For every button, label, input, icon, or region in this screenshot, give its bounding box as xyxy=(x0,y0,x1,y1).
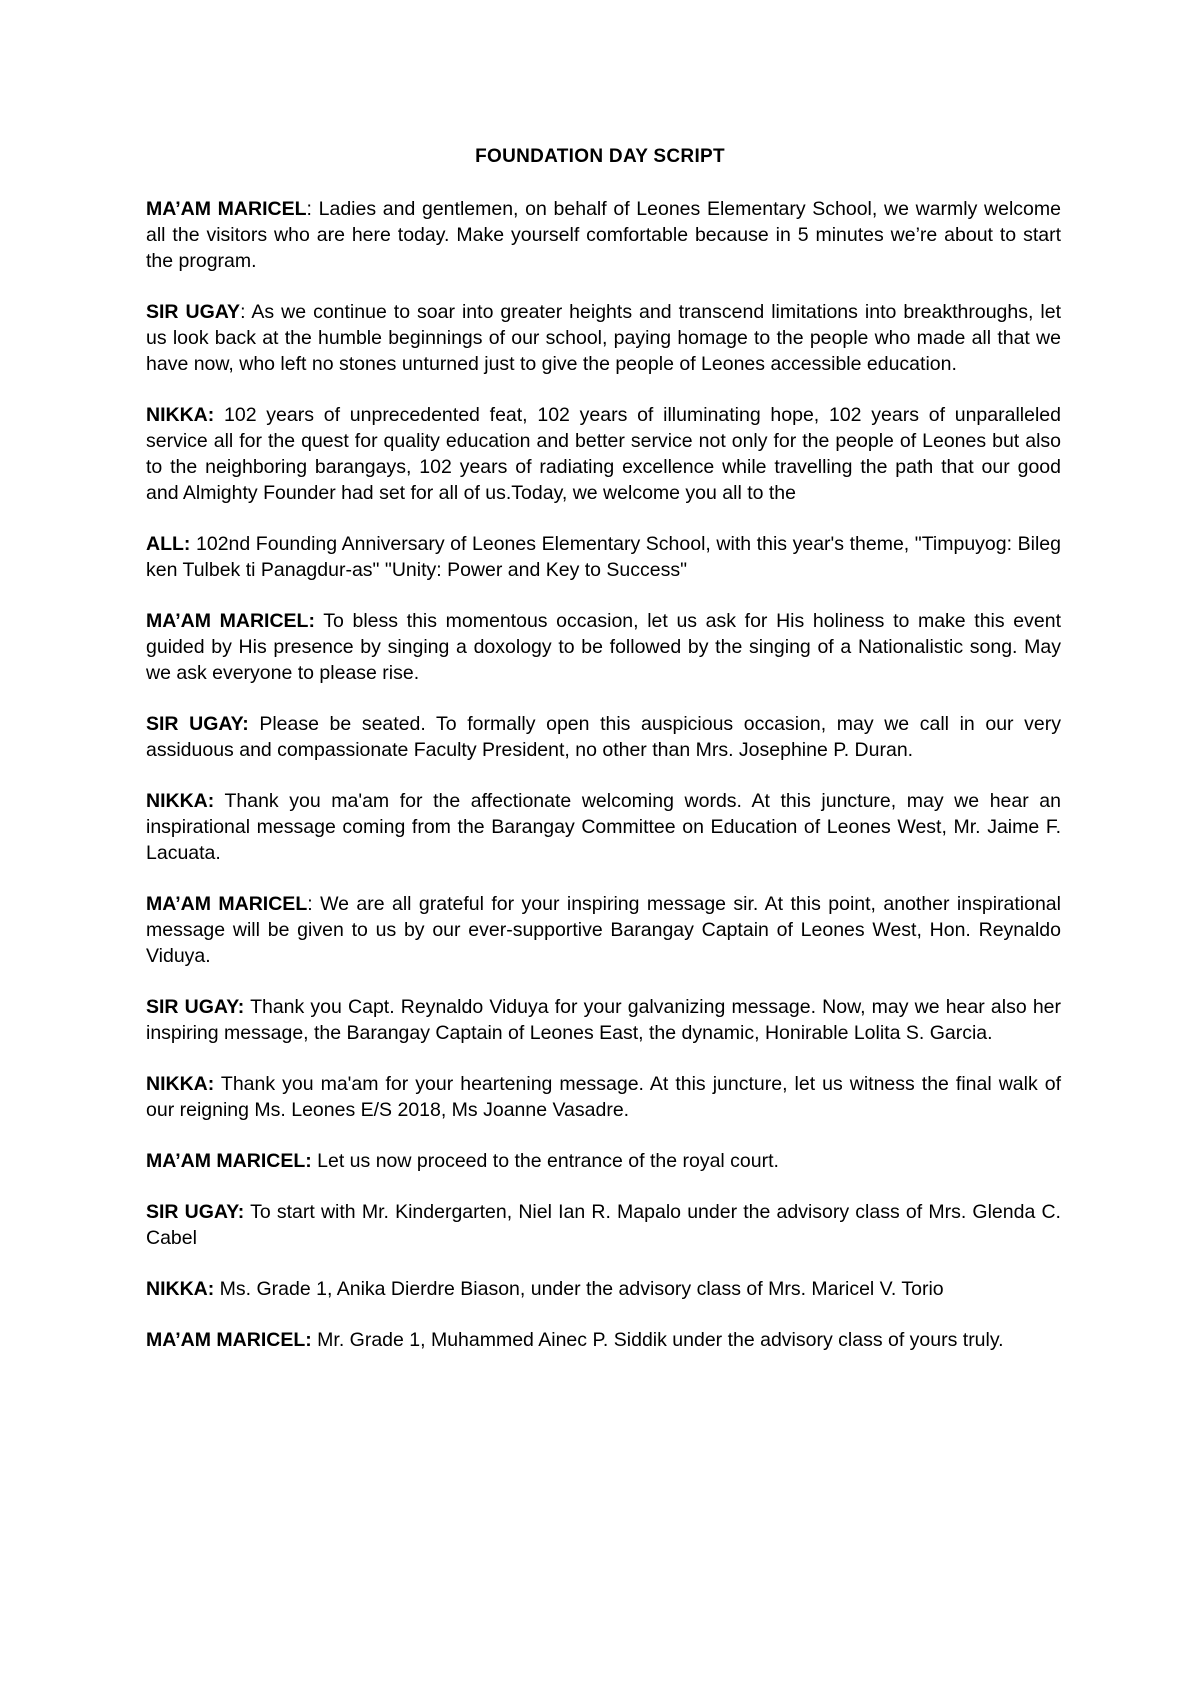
page-title: FOUNDATION DAY SCRIPT xyxy=(475,146,725,167)
script-paragraph xyxy=(146,531,1061,583)
speaker-label: NIKKA: xyxy=(146,790,215,812)
dialogue-text: Ms. Grade 1, Anika Dierdre Biason, under the advisory class of Mrs. Maricel V. Torio xyxy=(219,1278,944,1300)
dialogue-text: To start with Mr. Kindergarten, Niel Ian R. Mapalo under the advisory class of Mrs. Glenda C. Cabel xyxy=(146,1201,1061,1249)
dialogue-text: Thank you ma'am for the affectionate welcoming words. At this juncture, may we hear an inspirational message coming from the Barangay Committee on Education of Leones West, Mr. Jaime F. Lacuata. xyxy=(146,790,1061,864)
dialogue-text: To bless this momentous occasion, let us ask for His holiness to make this event guided by His presence by singing a doxology to be followed by the singing of a Nationalistic song. May we ask everyone to please rise. xyxy=(146,610,1061,684)
dialogue-text: As we continue to soar into greater heights and transcend limitations into breakthroughs, let us look back at the humble beginnings of our school, paying homage to the people who made all that we have now, who left no stones unturned just to give the people of Leones accessible education. xyxy=(146,301,1062,375)
speaker-label: MA’AM MARICEL: xyxy=(146,1329,312,1351)
speaker-separator xyxy=(214,404,224,426)
script-paragraph xyxy=(146,891,1061,969)
speaker-label: NIKKA: xyxy=(146,1073,215,1095)
speaker-label: SIR UGAY: xyxy=(146,996,245,1018)
speaker-label: MA’AM MARICEL: xyxy=(146,610,315,632)
dialogue-text: Thank you ma'am for your heartening message. At this juncture, let us witness the final walk of our reigning Ms. Leones E/S 2018, Ms Joanne Vasadre. xyxy=(146,1073,1061,1121)
speaker-separator: : xyxy=(307,893,321,915)
speaker-separator xyxy=(214,790,224,812)
speaker-label: SIR UGAY: xyxy=(146,1201,245,1223)
script-paragraph xyxy=(146,299,1061,377)
script-paragraph xyxy=(146,402,1061,506)
speaker-separator xyxy=(214,1073,221,1095)
speaker-separator xyxy=(249,713,260,735)
speaker-label: SIR UGAY xyxy=(146,301,241,323)
script-paragraph xyxy=(146,1199,1061,1251)
speaker-separator: : xyxy=(306,198,319,220)
script-paragraph xyxy=(146,608,1061,686)
dialogue-text: Please be seated. To formally open this auspicious occasion, may we call in our very assiduous and compassionate Faculty President, no other than Mrs. Josephine P. Duran. xyxy=(146,713,1061,761)
script-paragraph xyxy=(146,788,1061,866)
dialogue-text: 102 years of unprecedented feat, 102 years of illuminating hope, 102 years of unparalleled service all for the quest for quality education and better service not only for the people of Leones but also to the neighboring barangays, 102 years of radiating excellence while travelling the path that our good and Almighty Founder had set for all of us.Today, we welcome you all to the xyxy=(146,404,1061,504)
script-paragraph xyxy=(146,1327,1061,1353)
script-paragraph xyxy=(146,994,1061,1046)
dialogue-text: Mr. Grade 1, Muhammed Ainec P. Siddik under the advisory class of yours truly. xyxy=(317,1329,1004,1351)
script-paragraph xyxy=(146,711,1061,763)
speaker-label: MA’AM MARICEL xyxy=(146,893,308,915)
speaker-label: MA’AM MARICEL xyxy=(146,198,307,220)
dialogue-text: Let us now proceed to the entrance of the royal court. xyxy=(317,1150,779,1172)
speaker-label: ALL: xyxy=(146,533,191,555)
speaker-label: SIR UGAY: xyxy=(146,713,249,735)
speaker-separator: : xyxy=(240,301,252,323)
dialogue-text: Ladies and gentlemen, on behalf of Leones Elementary School, we warmly welcome all the visitors who are here today. Make yourself comfortable because in 5 minutes we’re about to start the program. xyxy=(146,198,1061,272)
speaker-label: NIKKA: xyxy=(146,404,215,426)
dialogue-text: Thank you Capt. Reynaldo Viduya for your galvanizing message. Now, may we hear also her inspiring message, the Barangay Captain of Leones East, the dynamic, Honirable Lolita S. Garcia. xyxy=(146,996,1061,1044)
dialogue-text: 102nd Founding Anniversary of Leones Elementary School, with this year's theme, "Timpuyog: Bileg ken Tulbek ti Panagdur-as" "Unity: Power and Key to Success" xyxy=(146,533,1061,581)
script-body xyxy=(146,196,1061,1378)
script-paragraph xyxy=(146,1276,1061,1302)
script-paragraph xyxy=(146,1071,1061,1123)
dialogue-text: We are all grateful for your inspiring message sir. At this point, another inspirational message will be given to us by our ever-supportive Barangay Captain of Leones West, Hon. Reynaldo Viduya. xyxy=(146,893,1061,967)
script-paragraph xyxy=(146,196,1061,274)
speaker-label: MA’AM MARICEL: xyxy=(146,1150,312,1172)
script-paragraph xyxy=(146,1148,1061,1174)
speaker-label: NIKKA: xyxy=(146,1278,215,1300)
